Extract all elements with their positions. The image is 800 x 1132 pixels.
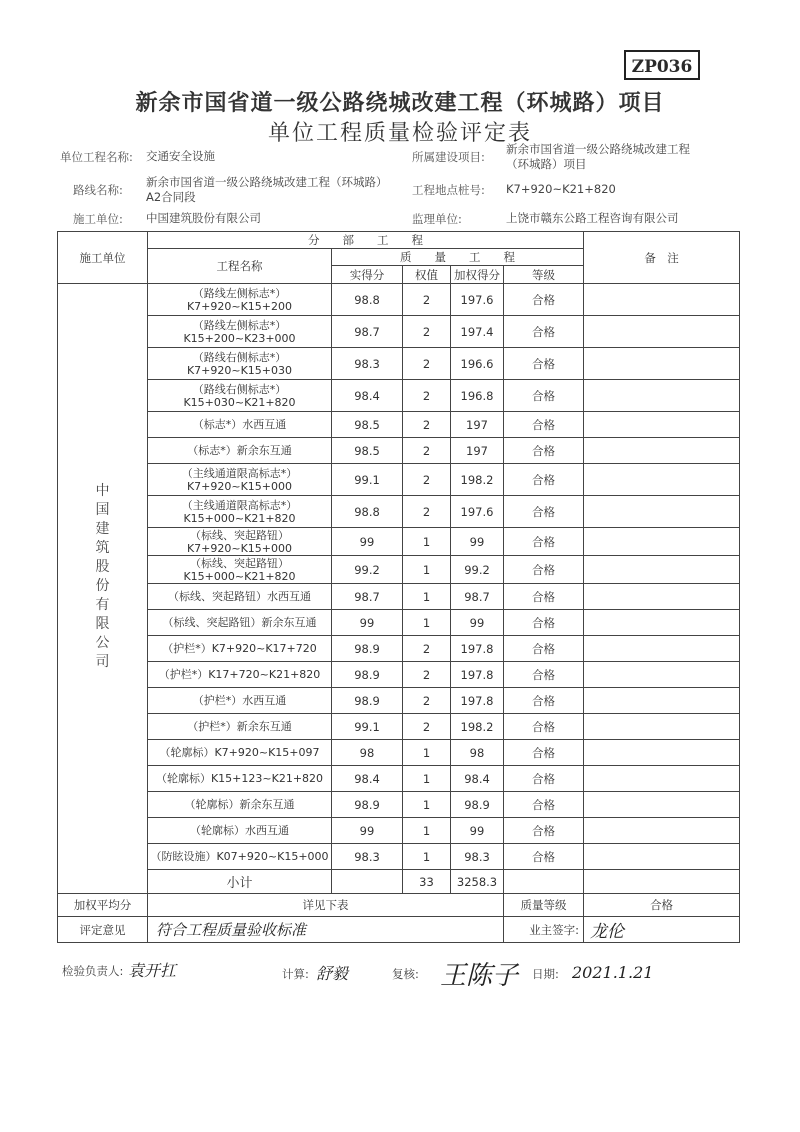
review-label: 复核: [392, 967, 419, 981]
table-row [58, 766, 740, 792]
unit-vertical-char: 公 [95, 634, 110, 651]
table-row [58, 688, 740, 714]
row-grade: 合格 [504, 688, 584, 714]
table-row [58, 740, 740, 766]
col-grade-header: 等级 [504, 266, 584, 284]
row-name: （标线、突起路钮）水西互通 [148, 584, 332, 610]
row-remark [584, 740, 740, 766]
row-name: （护栏*）K7+920~K17+720 [148, 636, 332, 662]
owner-sign-label: 业主签字: [504, 917, 584, 943]
row-name: （防眩设施）K07+920~K15+000 [148, 844, 332, 870]
row-score: 98.9 [332, 636, 403, 662]
row-weight: 2 [403, 636, 451, 662]
col-weight-header: 权值 [403, 266, 451, 284]
row-weighted: 98.4 [451, 766, 504, 792]
row-weighted: 197.6 [451, 284, 504, 316]
subtotal-weighted: 3258.3 [451, 870, 504, 894]
unit-vertical-char: 份 [95, 577, 110, 594]
row-weight: 1 [403, 610, 451, 636]
row-name: （路线右侧标志*）K15+030~K21+820 [148, 380, 332, 412]
row-score: 98.5 [332, 438, 403, 464]
row-score: 98.8 [332, 284, 403, 316]
col-unit-header: 施工单位 [58, 232, 148, 284]
row-score: 98.4 [332, 380, 403, 412]
row-score: 99 [332, 818, 403, 844]
row-weight: 2 [403, 438, 451, 464]
table-row [58, 844, 740, 870]
row-grade: 合格 [504, 528, 584, 556]
row-score: 99.1 [332, 464, 403, 496]
row-name: （标线、突起路钮）K7+920~K15+000 [148, 528, 332, 556]
table-row [58, 380, 740, 412]
table-row [58, 438, 740, 464]
unit-vertical-char: 国 [95, 501, 110, 518]
row-weight: 1 [403, 528, 451, 556]
row-grade: 合格 [504, 496, 584, 528]
row-weighted: 198.2 [451, 714, 504, 740]
row-weight: 1 [403, 556, 451, 584]
row-grade: 合格 [504, 792, 584, 818]
calc-label: 计算: [282, 967, 309, 981]
row-remark [584, 556, 740, 584]
col-quality-header: 质 量 工 程 [332, 249, 584, 266]
row-remark [584, 766, 740, 792]
row-remark [584, 792, 740, 818]
row-name: （护栏*）新余东互通 [148, 714, 332, 740]
row-score: 98.7 [332, 316, 403, 348]
row-weighted: 197.4 [451, 316, 504, 348]
row-name: （路线右侧标志*）K7+920~K15+030 [148, 348, 332, 380]
avg-value: 详见下表 [148, 894, 504, 917]
row-score: 98.9 [332, 662, 403, 688]
row-score: 98 [332, 740, 403, 766]
row-score: 98.3 [332, 844, 403, 870]
table-row [58, 636, 740, 662]
belong-project-value: 新余市国省道一级公路绕城改建工程（环城路）项目 [506, 142, 690, 171]
row-grade: 合格 [504, 348, 584, 380]
route-value: 新余市国省道一级公路绕城改建工程（环城路）A2合同段 [146, 175, 382, 204]
row-remark [584, 464, 740, 496]
row-score: 98.3 [332, 348, 403, 380]
row-name: （标线、突起路钮）K15+000~K21+820 [148, 556, 332, 584]
row-name: （护栏*）K17+720~K21+820 [148, 662, 332, 688]
row-weight: 1 [403, 584, 451, 610]
quality-grade-value: 合格 [584, 894, 740, 917]
table-row [58, 610, 740, 636]
supervision-label: 监理单位: [412, 212, 462, 226]
eval-label: 评定意见 [58, 917, 148, 943]
row-weight: 1 [403, 740, 451, 766]
row-score: 99.1 [332, 714, 403, 740]
calc-signature: 舒毅 [316, 964, 349, 983]
table-row [58, 464, 740, 496]
row-name: （轮廓标）新余东互通 [148, 792, 332, 818]
row-remark [584, 714, 740, 740]
location-value: K7+920~K21+820 [506, 182, 616, 196]
row-grade: 合格 [504, 284, 584, 316]
row-weight: 2 [403, 316, 451, 348]
col-remark-header: 备 注 [584, 232, 740, 284]
row-remark [584, 348, 740, 380]
row-remark [584, 496, 740, 528]
table-row [58, 316, 740, 348]
row-score: 98.9 [332, 792, 403, 818]
unit-vertical-char: 司 [95, 653, 110, 670]
location-label: 工程地点桩号: [412, 183, 485, 197]
avg-label: 加权平均分 [58, 894, 148, 917]
row-name: （标志*）水西互通 [148, 412, 332, 438]
row-weighted: 196.6 [451, 348, 504, 380]
quality-grade-label: 质量等级 [504, 894, 584, 917]
row-weight: 1 [403, 766, 451, 792]
row-grade: 合格 [504, 584, 584, 610]
row-weight: 2 [403, 348, 451, 380]
table-row [58, 818, 740, 844]
title-line1: 新余市国省道一级公路绕城改建工程（环城路）项目 [135, 91, 665, 116]
eval-handwriting: 符合工程质量验收标准 [156, 921, 307, 939]
table-row [58, 584, 740, 610]
row-weighted: 196.8 [451, 380, 504, 412]
unit-vertical-char: 筑 [95, 539, 110, 556]
unit-project-value: 交通安全设施 [146, 149, 215, 163]
row-grade: 合格 [504, 662, 584, 688]
row-score: 98.4 [332, 766, 403, 792]
review-signature: 王陈子 [440, 961, 519, 991]
row-weight: 2 [403, 464, 451, 496]
row-weighted: 98.7 [451, 584, 504, 610]
row-grade: 合格 [504, 556, 584, 584]
row-score: 98.8 [332, 496, 403, 528]
title-line2: 单位工程质量检验评定表 [267, 121, 532, 146]
row-weighted: 99 [451, 528, 504, 556]
row-name: （主线通道限高标志*）K15+000~K21+820 [148, 496, 332, 528]
subtotal-label: 小计 [148, 870, 332, 894]
date-value: 2021.1.21 [572, 963, 654, 982]
route-label: 路线名称: [73, 183, 123, 197]
unit-vertical-char: 有 [95, 596, 110, 613]
row-weighted: 98 [451, 740, 504, 766]
row-score: 98.7 [332, 584, 403, 610]
row-weighted: 197 [451, 438, 504, 464]
row-weighted: 197.6 [451, 496, 504, 528]
row-remark [584, 380, 740, 412]
row-weighted: 99 [451, 610, 504, 636]
row-score: 98.5 [332, 412, 403, 438]
row-name: （标志*）新余东互通 [148, 438, 332, 464]
row-grade: 合格 [504, 766, 584, 792]
row-remark [584, 636, 740, 662]
row-score: 99.2 [332, 556, 403, 584]
row-weighted: 198.2 [451, 464, 504, 496]
quality-table [57, 231, 740, 943]
row-weight: 2 [403, 496, 451, 528]
table-row [58, 662, 740, 688]
date-label: 日期: [532, 967, 559, 981]
unit-vertical-char: 股 [95, 558, 110, 575]
row-remark [584, 438, 740, 464]
table-row [58, 528, 740, 556]
row-name: （护栏*）水西互通 [148, 688, 332, 714]
row-grade: 合格 [504, 740, 584, 766]
row-grade: 合格 [504, 412, 584, 438]
row-weight: 2 [403, 284, 451, 316]
row-weight: 1 [403, 792, 451, 818]
row-weight: 1 [403, 818, 451, 844]
row-remark [584, 844, 740, 870]
row-grade: 合格 [504, 316, 584, 348]
row-weight: 2 [403, 714, 451, 740]
inspector-label: 检验负责人: [62, 964, 124, 978]
row-remark [584, 528, 740, 556]
row-grade: 合格 [504, 818, 584, 844]
row-weight: 2 [403, 662, 451, 688]
row-grade: 合格 [504, 380, 584, 412]
table-row [58, 348, 740, 380]
row-score: 99 [332, 610, 403, 636]
row-score: 99 [332, 528, 403, 556]
row-weighted: 197.8 [451, 636, 504, 662]
row-weight: 2 [403, 380, 451, 412]
row-name: （轮廓标）水西互通 [148, 818, 332, 844]
row-name: （路线左侧标志*）K7+920~K15+200 [148, 284, 332, 316]
row-name: （主线通道限高标志*）K7+920~K15+000 [148, 464, 332, 496]
row-name: （路线左侧标志*）K15+200~K23+000 [148, 316, 332, 348]
row-grade: 合格 [504, 610, 584, 636]
inspector-signature: 袁开扛 [128, 961, 177, 980]
col-weighted-header: 加权得分 [451, 266, 504, 284]
row-weighted: 99.2 [451, 556, 504, 584]
owner-signature: 龙伦 [590, 922, 625, 942]
unit-vertical-char: 建 [95, 520, 110, 537]
row-remark [584, 412, 740, 438]
document-code: ZP036 [624, 50, 700, 80]
row-weight: 2 [403, 412, 451, 438]
table-row [58, 412, 740, 438]
table-row [58, 792, 740, 818]
row-remark [584, 688, 740, 714]
table-row [58, 714, 740, 740]
table-body [58, 284, 740, 870]
supervision-value: 上饶市赣东公路工程咨询有限公司 [506, 211, 679, 225]
row-weight: 1 [403, 844, 451, 870]
col-name-header: 工程名称 [148, 249, 332, 284]
col-score-header: 实得分 [332, 266, 403, 284]
row-remark [584, 610, 740, 636]
row-weighted: 98.9 [451, 792, 504, 818]
row-grade: 合格 [504, 844, 584, 870]
row-grade: 合格 [504, 636, 584, 662]
row-weight: 2 [403, 688, 451, 714]
subtotal-weight: 33 [403, 870, 451, 894]
row-name: （标线、突起路钮）新余东互通 [148, 610, 332, 636]
row-weighted: 197.8 [451, 662, 504, 688]
row-remark [584, 818, 740, 844]
row-remark [584, 584, 740, 610]
row-grade: 合格 [504, 438, 584, 464]
row-weighted: 197 [451, 412, 504, 438]
row-remark [584, 284, 740, 316]
unit-vertical-char: 中 [95, 482, 110, 499]
table-row [58, 556, 740, 584]
row-weighted: 98.3 [451, 844, 504, 870]
unit-vertical-char: 限 [95, 615, 110, 632]
row-grade: 合格 [504, 464, 584, 496]
row-name: （轮廓标）K7+920~K15+097 [148, 740, 332, 766]
table-row [58, 496, 740, 528]
row-name: （轮廓标）K15+123~K21+820 [148, 766, 332, 792]
table-row [58, 284, 740, 316]
row-score: 98.9 [332, 688, 403, 714]
unit-project-label: 单位工程名称: [60, 150, 133, 164]
belong-project-label: 所属建设项目: [412, 150, 485, 164]
row-remark [584, 662, 740, 688]
col-part-header: 分 部 工 程 [148, 232, 584, 249]
row-weighted: 197.8 [451, 688, 504, 714]
unit-vertical-cell [58, 284, 148, 870]
row-remark [584, 316, 740, 348]
construction-label: 施工单位: [73, 212, 123, 226]
construction-value: 中国建筑股份有限公司 [146, 211, 261, 225]
row-grade: 合格 [504, 714, 584, 740]
row-weighted: 99 [451, 818, 504, 844]
